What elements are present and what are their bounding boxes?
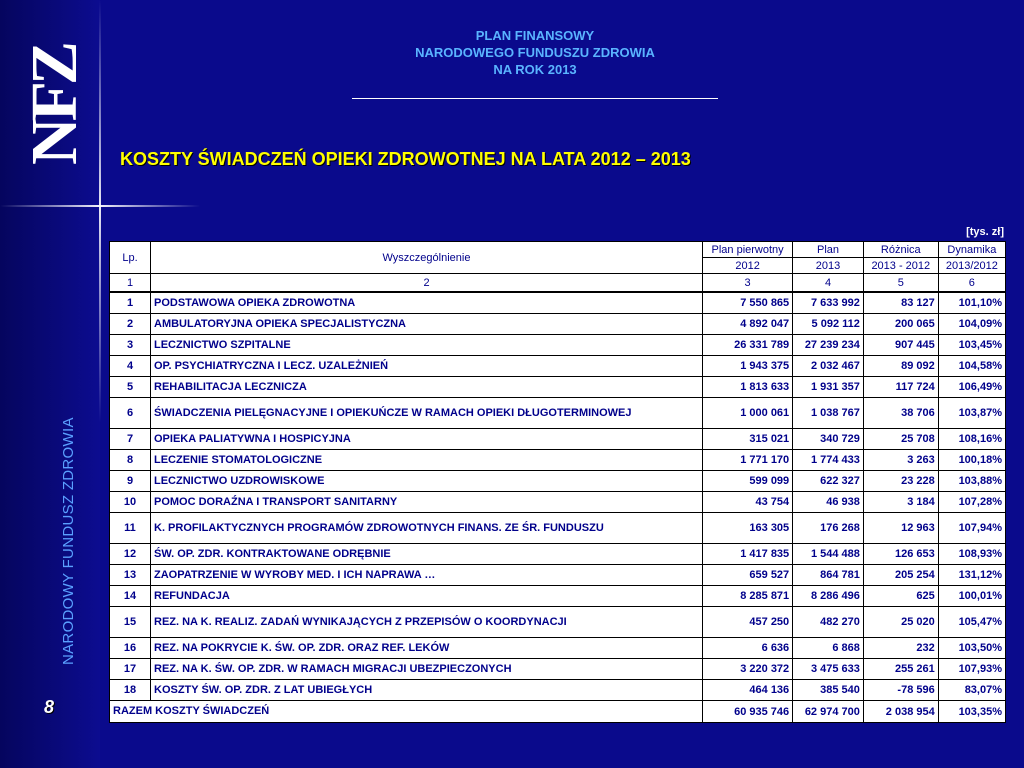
row-plan-2012: 1 417 835: [703, 544, 793, 565]
table-row: [110, 680, 1006, 701]
row-plan-2013: 27 239 234: [793, 335, 864, 356]
row-plan-2013: 340 729: [793, 429, 864, 450]
row-diff: 25 020: [863, 607, 938, 638]
row-diff: -78 596: [863, 680, 938, 701]
row-name: K. PROFILAKTYCZNYCH PROGRAMÓW ZDROWOTNYCH FINANS. ZE ŚR. FUNDUSZU: [151, 513, 703, 544]
row-plan-2012: 6 636: [703, 638, 793, 659]
row-lp: 14: [110, 586, 151, 607]
row-diff: 625: [863, 586, 938, 607]
table-row: [110, 450, 1006, 471]
row-diff: 83 127: [863, 292, 938, 314]
row-diff: 25 708: [863, 429, 938, 450]
row-dynamics: 104,09%: [938, 314, 1005, 335]
row-plan-2012: 26 331 789: [703, 335, 793, 356]
row-dynamics: 103,50%: [938, 638, 1005, 659]
row-lp: 3: [110, 335, 151, 356]
page-number: 8: [44, 697, 55, 717]
row-plan-2013: 622 327: [793, 471, 864, 492]
row-plan-2013: 7 633 992: [793, 292, 864, 314]
row-lp: 12: [110, 544, 151, 565]
row-lp: 1: [110, 292, 151, 314]
table-row: [110, 314, 1006, 335]
table-row: [110, 292, 1006, 314]
row-dynamics: 106,49%: [938, 377, 1005, 398]
row-plan-2012: 3 220 372: [703, 659, 793, 680]
row-name: AMBULATORYJNA OPIEKA SPECJALISTYCZNA: [151, 314, 703, 335]
row-dynamics: 108,93%: [938, 544, 1005, 565]
col-number: 6: [938, 274, 1005, 293]
row-name: ZAOPATRZENIE W WYROBY MED. I ICH NAPRAWA …: [151, 565, 703, 586]
header-plan-initial-year: 2012: [703, 258, 793, 274]
row-diff: 255 261: [863, 659, 938, 680]
table-row: [110, 335, 1006, 356]
row-name: ŚWIADCZENIA PIELĘGNACYJNE I OPIEKUŃCZE W RAMACH OPIEKI DŁUGOTERMINOWEJ: [151, 398, 703, 429]
row-dynamics: 101,10%: [938, 292, 1005, 314]
row-dynamics: 100,18%: [938, 450, 1005, 471]
row-dynamics: 103,88%: [938, 471, 1005, 492]
row-plan-2013: 46 938: [793, 492, 864, 513]
row-diff: 89 092: [863, 356, 938, 377]
table-row: [110, 429, 1006, 450]
unit-label: [tys. zł]: [966, 226, 1004, 238]
slide-title: KOSZTY ŚWIADCZEŃ OPIEKI ZDROWOTNEJ NA LATA 2012 – 2013: [120, 149, 691, 169]
vertical-caption: NARODOWY FUNDUSZ ZDROWIA: [60, 417, 77, 665]
total-diff: 2 038 954: [863, 701, 938, 723]
col-number: 2: [151, 274, 703, 293]
table-row: [110, 544, 1006, 565]
header-line-2: NARODOWEGO FUNDUSZU ZDROWIA: [415, 45, 655, 60]
costs-table: [109, 241, 1006, 723]
row-lp: 13: [110, 565, 151, 586]
row-diff: 23 228: [863, 471, 938, 492]
header-plan-year: 2013: [793, 258, 864, 274]
col-number: 1: [110, 274, 151, 293]
row-name: OP. PSYCHIATRYCZNA I LECZ. UZALEŻNIEŃ: [151, 356, 703, 377]
header-lp: Lp.: [110, 242, 151, 274]
row-plan-2012: 4 892 047: [703, 314, 793, 335]
row-diff: 232: [863, 638, 938, 659]
row-plan-2012: 315 021: [703, 429, 793, 450]
row-diff: 200 065: [863, 314, 938, 335]
row-plan-2012: 7 550 865: [703, 292, 793, 314]
row-diff: 3 184: [863, 492, 938, 513]
table-row: [110, 638, 1006, 659]
row-dynamics: 105,47%: [938, 607, 1005, 638]
row-name: REZ. NA POKRYCIE K. ŚW. OP. ZDR. ORAZ REF. LEKÓW: [151, 638, 703, 659]
row-name: REZ. NA K. REALIZ. ZADAŃ WYNIKAJĄCYCH Z PRZEPISÓW O KOORDYNACJI: [151, 607, 703, 638]
row-dynamics: 100,01%: [938, 586, 1005, 607]
row-plan-2012: 43 754: [703, 492, 793, 513]
row-plan-2012: 464 136: [703, 680, 793, 701]
row-plan-2012: 659 527: [703, 565, 793, 586]
row-diff: 12 963: [863, 513, 938, 544]
row-plan-2013: 1 774 433: [793, 450, 864, 471]
row-name: REHABILITACJA LECZNICZA: [151, 377, 703, 398]
row-lp: 7: [110, 429, 151, 450]
col-number: 3: [703, 274, 793, 293]
header-line-3: NA ROK 2013: [493, 62, 577, 77]
header-dynamics: Dynamika: [938, 242, 1005, 258]
row-name: KOSZTY ŚW. OP. ZDR. Z LAT UBIEGŁYCH: [151, 680, 703, 701]
header-line-1: PLAN FINANSOWY: [475, 28, 595, 43]
row-name: OPIEKA PALIATYWNA I HOSPICYJNA: [151, 429, 703, 450]
header-diff: Różnica: [863, 242, 938, 258]
table-row: [110, 471, 1006, 492]
slide-header: [350, 27, 720, 78]
row-lp: 2: [110, 314, 151, 335]
row-diff: 205 254: [863, 565, 938, 586]
row-plan-2012: 1 000 061: [703, 398, 793, 429]
table-header-row-1: [110, 242, 1006, 258]
header-diff-years: 2013 - 2012: [863, 258, 938, 274]
row-lp: 9: [110, 471, 151, 492]
row-dynamics: 108,16%: [938, 429, 1005, 450]
total-dynamics: 103,35%: [938, 701, 1005, 723]
row-lp: 5: [110, 377, 151, 398]
total-plan-2012: 60 935 746: [703, 701, 793, 723]
row-name: PODSTAWOWA OPIEKA ZDROWOTNA: [151, 292, 703, 314]
table-row: [110, 659, 1006, 680]
row-plan-2013: 2 032 467: [793, 356, 864, 377]
row-lp: 10: [110, 492, 151, 513]
row-plan-2013: 8 286 496: [793, 586, 864, 607]
row-dynamics: 104,58%: [938, 356, 1005, 377]
row-plan-2013: 1 931 357: [793, 377, 864, 398]
row-plan-2012: 457 250: [703, 607, 793, 638]
header-plan: Plan: [793, 242, 864, 258]
header-rule: [352, 98, 718, 99]
row-plan-2013: 5 092 112: [793, 314, 864, 335]
row-dynamics: 131,12%: [938, 565, 1005, 586]
column-number-row: [110, 274, 1006, 293]
horizontal-light-line: [0, 205, 200, 207]
row-plan-2013: 176 268: [793, 513, 864, 544]
total-plan-2013: 62 974 700: [793, 701, 864, 723]
row-name: LECZNICTWO UZDROWISKOWE: [151, 471, 703, 492]
row-diff: 3 263: [863, 450, 938, 471]
row-plan-2013: 3 475 633: [793, 659, 864, 680]
table-row: [110, 565, 1006, 586]
row-diff: 126 653: [863, 544, 938, 565]
row-plan-2012: 8 285 871: [703, 586, 793, 607]
row-plan-2013: 1 038 767: [793, 398, 864, 429]
row-plan-2013: 6 868: [793, 638, 864, 659]
row-lp: 4: [110, 356, 151, 377]
row-lp: 15: [110, 607, 151, 638]
table-row: [110, 607, 1006, 638]
nfz-logo: NFZ: [18, 45, 91, 165]
row-diff: 117 724: [863, 377, 938, 398]
table-row: [110, 356, 1006, 377]
table-row: [110, 398, 1006, 429]
row-dynamics: 107,28%: [938, 492, 1005, 513]
row-name: ŚW. OP. ZDR. KONTRAKTOWANE ODRĘBNIE: [151, 544, 703, 565]
row-plan-2013: 482 270: [793, 607, 864, 638]
row-name: REFUNDACJA: [151, 586, 703, 607]
row-plan-2012: 163 305: [703, 513, 793, 544]
row-plan-2013: 1 544 488: [793, 544, 864, 565]
row-dynamics: 83,07%: [938, 680, 1005, 701]
col-number: 4: [793, 274, 864, 293]
row-dynamics: 103,45%: [938, 335, 1005, 356]
row-dynamics: 103,87%: [938, 398, 1005, 429]
header-plan-initial: Plan pierwotny: [703, 242, 793, 258]
row-lp: 11: [110, 513, 151, 544]
header-dynamics-years: 2013/2012: [938, 258, 1005, 274]
row-dynamics: 107,93%: [938, 659, 1005, 680]
table-row: [110, 492, 1006, 513]
row-plan-2013: 385 540: [793, 680, 864, 701]
row-name: LECZENIE STOMATOLOGICZNE: [151, 450, 703, 471]
row-plan-2012: 1 943 375: [703, 356, 793, 377]
row-lp: 6: [110, 398, 151, 429]
total-row: [110, 701, 1006, 723]
table-row: [110, 377, 1006, 398]
row-lp: 17: [110, 659, 151, 680]
row-lp: 8: [110, 450, 151, 471]
row-plan-2013: 864 781: [793, 565, 864, 586]
row-dynamics: 107,94%: [938, 513, 1005, 544]
row-name: POMOC DORAŹNA I TRANSPORT SANITARNY: [151, 492, 703, 513]
row-lp: 16: [110, 638, 151, 659]
header-item: Wyszczególnienie: [151, 242, 703, 274]
row-diff: 38 706: [863, 398, 938, 429]
table-row: [110, 586, 1006, 607]
table-row: [110, 513, 1006, 544]
row-name: LECZNICTWO SZPITALNE: [151, 335, 703, 356]
row-plan-2012: 1 771 170: [703, 450, 793, 471]
row-plan-2012: 599 099: [703, 471, 793, 492]
row-plan-2012: 1 813 633: [703, 377, 793, 398]
total-label: RAZEM KOSZTY ŚWIADCZEŃ: [110, 701, 703, 723]
row-lp: 18: [110, 680, 151, 701]
row-diff: 907 445: [863, 335, 938, 356]
row-name: REZ. NA K. ŚW. OP. ZDR. W RAMACH MIGRACJI UBEZPIECZONYCH: [151, 659, 703, 680]
col-number: 5: [863, 274, 938, 293]
